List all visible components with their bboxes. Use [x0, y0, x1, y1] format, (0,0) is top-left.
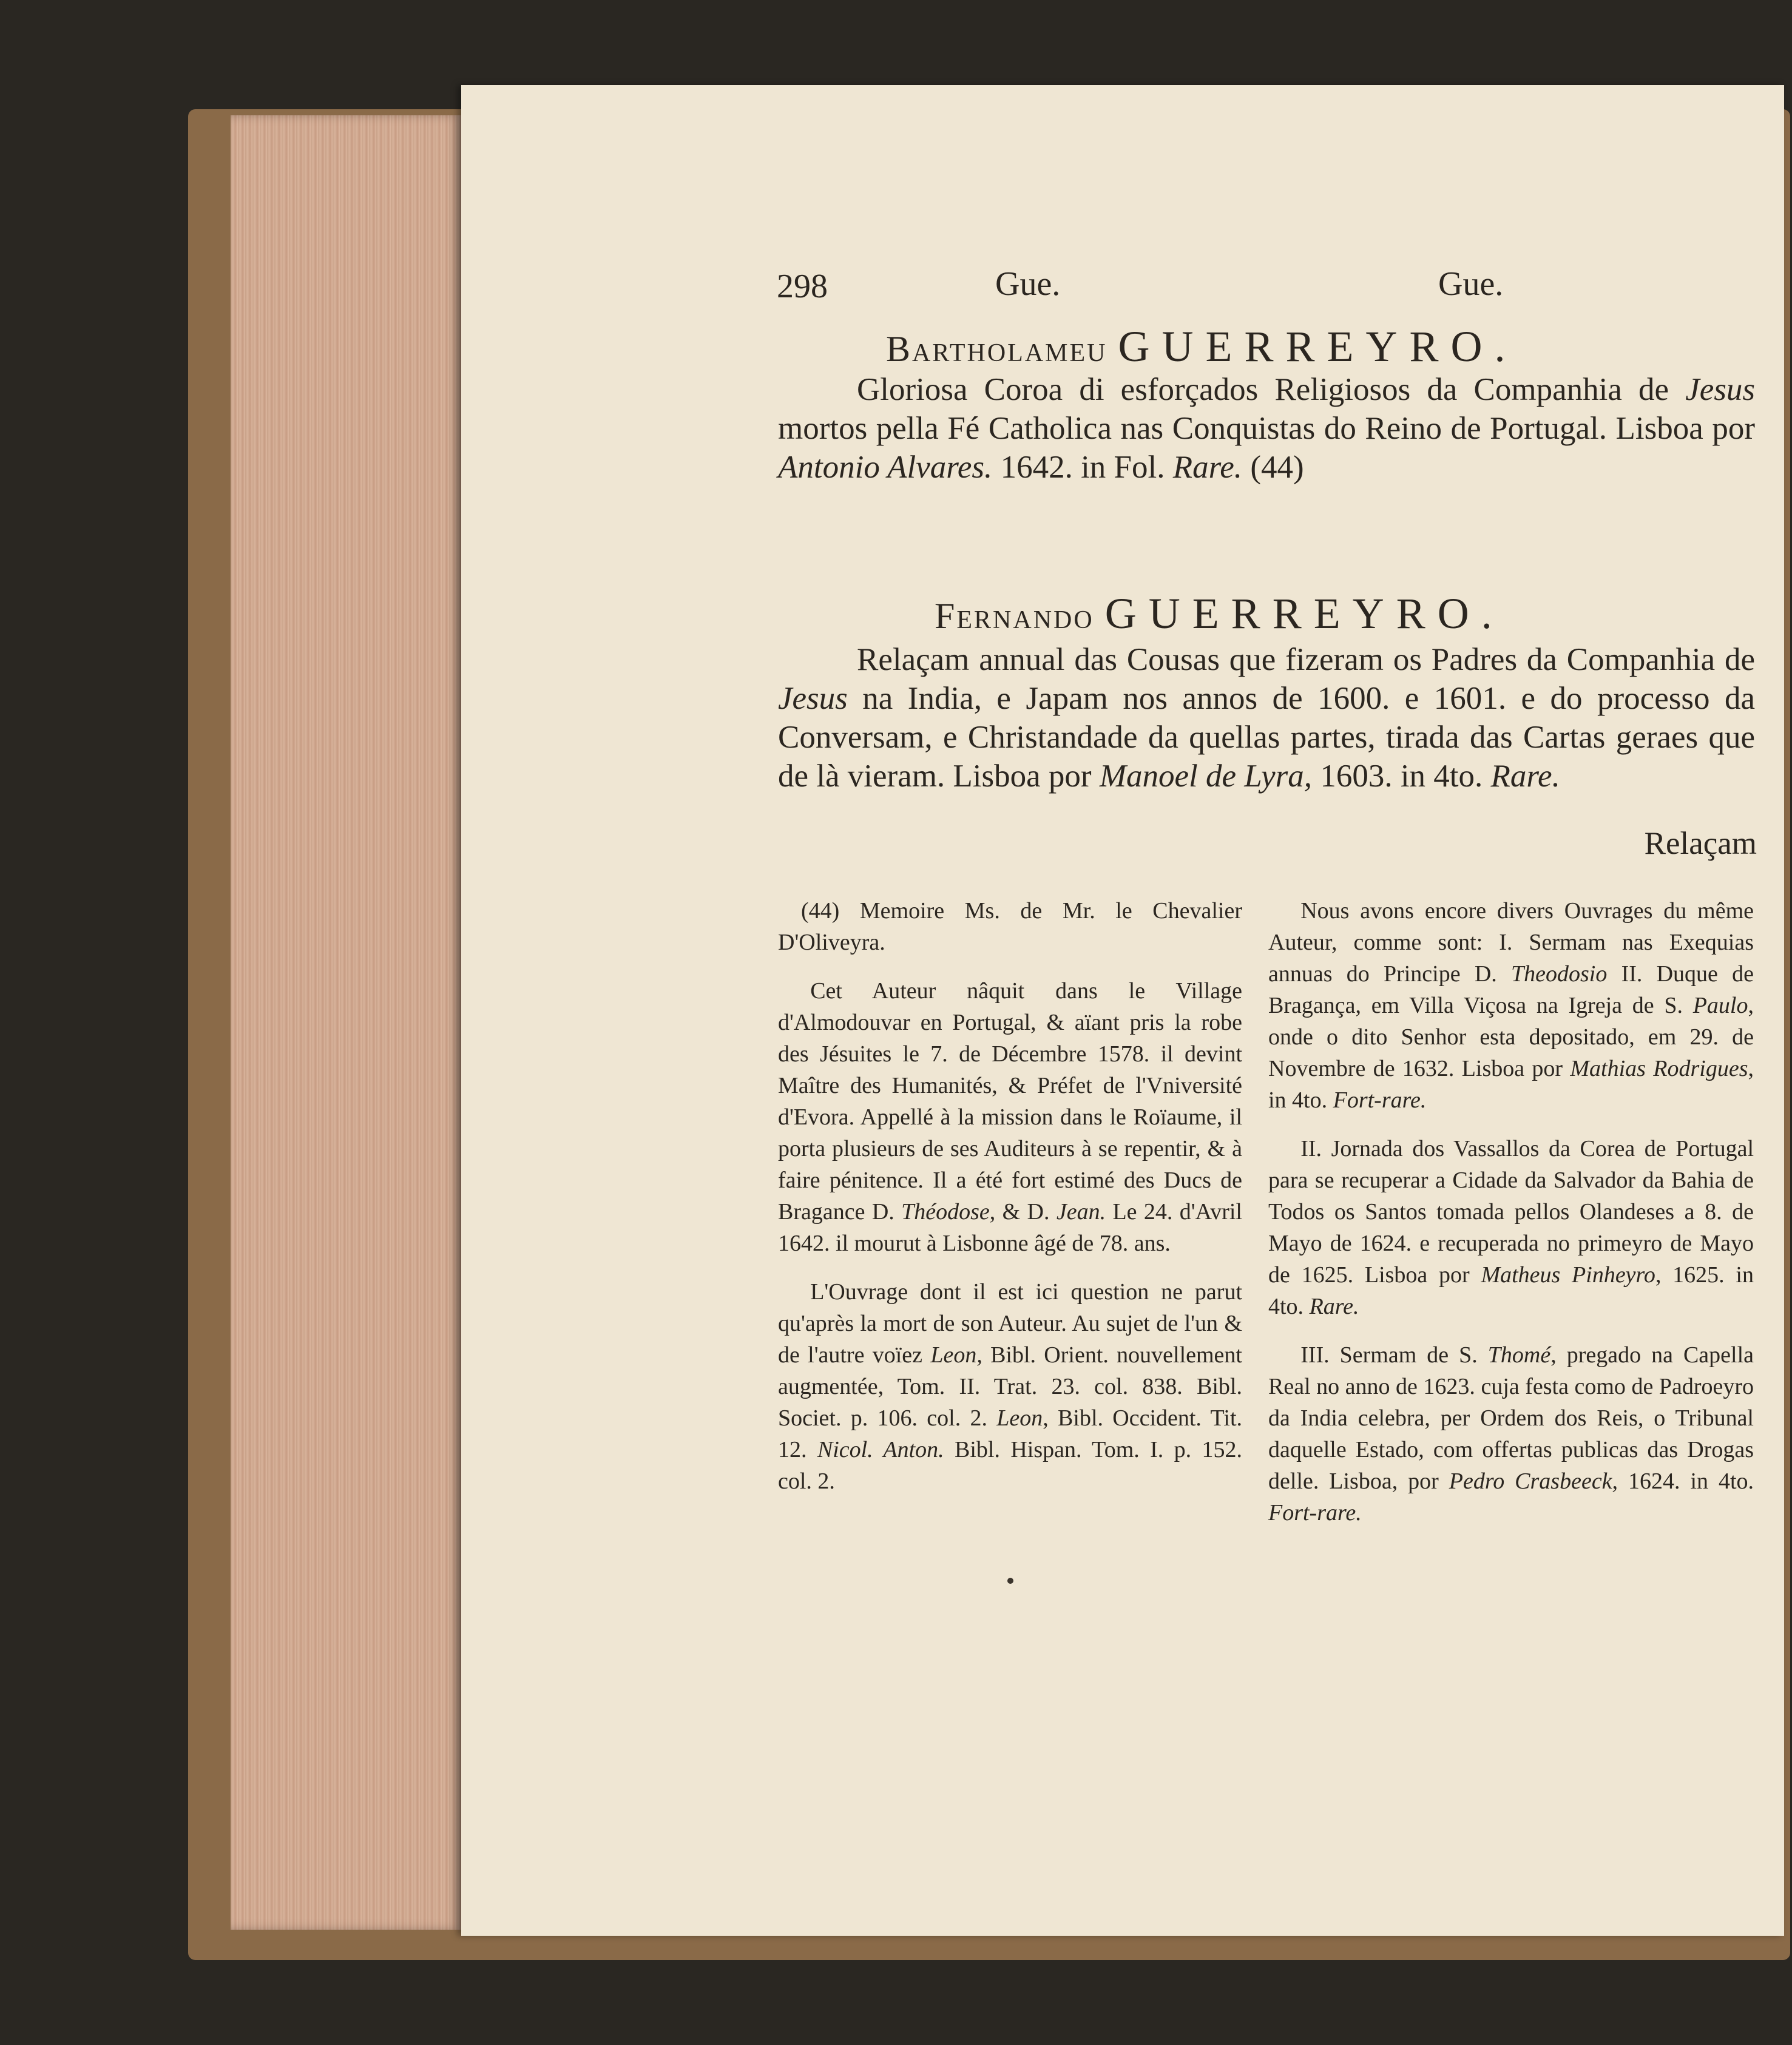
entry2-heading	[935, 589, 1504, 639]
entry2-italic-c: Rare.	[1490, 759, 1560, 794]
entry1-italic-b: Antonio Alvares.	[778, 450, 993, 485]
works3-italic-1: Thomé	[1487, 1342, 1551, 1368]
book-page	[461, 85, 1784, 1936]
works3-italic-2: Pedro Crasbeeck,	[1449, 1469, 1618, 1494]
entry2-text-c: 1603. in 4to.	[1312, 759, 1491, 794]
works-paragraph-1	[1268, 895, 1754, 1116]
works2-text-b: , 1625. in 4to.	[1268, 1262, 1754, 1319]
entry2-italic-b: Manoel de Lyra,	[1099, 759, 1313, 794]
footnote-bio-paragraph	[778, 975, 1242, 1259]
works1-text-b: II. Duque de Bragança, em Villa Viçosa na Igreja de S.	[1268, 961, 1754, 1018]
entry2-italic-a: Jesus	[778, 681, 848, 716]
sources-text-a: L'Ouvrage dont il est ici question ne parut qu'après la mort de son Auteur. Au sujet de l'un & de l'autre voïez	[778, 1279, 1242, 1368]
entry1-note-ref: (44)	[1242, 450, 1304, 485]
works1-italic-1: Theodosio	[1510, 961, 1608, 987]
entry2-first-name: Fernando	[935, 596, 1094, 636]
entry1-body	[778, 370, 1755, 487]
sources-italic-3: Nicol. Anton.	[817, 1437, 944, 1462]
sources-italic-2: Leon	[996, 1405, 1043, 1431]
works1-text-d: , in 4to.	[1268, 1056, 1754, 1113]
works1-italic-3: Mathias Rodrigues	[1570, 1056, 1748, 1081]
sources-text-b: Bibl. Orient. nouvellement augmentée, Tom. II. Trat. 23. col. 838. Bibl. Societ. p. 106. col. 2.	[778, 1342, 1242, 1431]
entry2-text-a: Relaçam annual das Cousas que fizeram os Padres da Companhia de	[857, 642, 1755, 677]
entry1-italic-a: Jesus	[1685, 372, 1755, 407]
entry1-text-a: Gloriosa Coroa di esforçados Religiosos da Companhia de	[857, 372, 1686, 407]
works3-text-b: , pregado na Capella Real no anno de 1623. cuja festa como de Padroeyro da India celebra, per Ordem dos Reis, o Tribunal daquelle Estado, com offertas publicas das Drogas delle. Lisboa, por	[1268, 1342, 1754, 1494]
works2-italic-1: Matheus Pinheyro	[1481, 1262, 1655, 1288]
footnote-ref-paragraph: (44) Memoire Ms. de Mr. le Chevalier D'Oliveyra.	[778, 898, 1242, 955]
footnote-sources-paragraph	[778, 1276, 1242, 1497]
catchword: Relaçam	[1644, 826, 1757, 861]
entry2-body	[778, 640, 1755, 796]
works1-text-a: Nous avons encore divers Ouvrages du même Auteur, comme sont: I. Sermam nas Exequias annuas do Principe D.	[1268, 898, 1754, 987]
footnote-left-column	[778, 895, 1242, 1514]
footnote-right-column	[1268, 895, 1754, 1546]
running-head-right: Gue.	[1438, 265, 1504, 303]
entry1-text-b: mortos pella Fé Catholica nas Conquistas do Reino de Portugal. Lisboa por	[778, 411, 1755, 446]
entry1-heading	[886, 322, 1518, 372]
bio-italic-2: Jean.	[1056, 1199, 1106, 1225]
sources-text-c: , Bibl. Occident. Tit. 12.	[778, 1405, 1243, 1462]
ink-dot	[1007, 1578, 1013, 1584]
entry1-italic-c: Rare.	[1172, 450, 1243, 485]
works-paragraph-2	[1268, 1133, 1754, 1322]
entry2-text-b: na India, e Japam nos annos de 1600. e 1601. e do processo da Conversam, e Christandade da quellas partes, tirada das Cartas geraes que de là vieram. Lisboa por	[778, 681, 1755, 794]
works3-text-c: 1624. in 4to.	[1618, 1469, 1754, 1494]
works3-text-a: III. Sermam de S.	[1300, 1342, 1488, 1368]
entry1-first-name: Bartholameu	[886, 329, 1107, 369]
sources-text-d: Bibl. Hispan. Tom. I. p. 152. col. 2.	[778, 1437, 1242, 1494]
works3-italic-3: Fort-rare.	[1268, 1500, 1362, 1526]
works1-italic-2: Paulo	[1692, 993, 1748, 1018]
entry2-surname: GUERREYRO.	[1104, 589, 1504, 638]
sources-italic-1: Leon,	[930, 1342, 982, 1368]
bio-text-b: , & D.	[989, 1199, 1057, 1225]
page-edges	[231, 115, 461, 1930]
page-number: 298	[777, 268, 828, 305]
entry1-text-c: 1642. in Fol.	[992, 450, 1173, 485]
bio-text-c: Le 24. d'Avril 1642. il mourut à Lisbonne âgé de 78. ans.	[778, 1199, 1242, 1256]
works2-text-a: II. Jornada dos Vassallos da Corea de Portugal para se recuperar a Cidade da Salvador da Bahia de Todos os Santos tomada pellos Olandeses a 8. de Mayo de 1624. e recuperada no primeyro de Mayo de 1625. Lisboa por	[1268, 1136, 1754, 1288]
bio-text-a: Cet Auteur nâquit dans le Village d'Almodouvar en Portugal, & aïant pris la robe des Jésuites le 7. de Décembre 1578. il devint Maître des Humanités, & Préfet de l'Vniversité d'Evora. Appellé à la mission dans le Roïaume, il porta plusieurs de ses Auditeurs à se repentir, & à faire pénitence. Il a été fort estimé des Ducs de Bragance D.	[778, 978, 1242, 1225]
works1-text-c: , onde o dito Senhor esta depositado, em 29. de Novembre de 1632. Lisboa por	[1268, 993, 1754, 1081]
entry1-surname: GUERREYRO.	[1118, 322, 1518, 371]
works2-italic-2: Rare.	[1309, 1294, 1359, 1319]
works-paragraph-3	[1268, 1339, 1754, 1529]
running-head-left: Gue.	[995, 265, 1061, 303]
works1-italic-4: Fort-rare.	[1333, 1087, 1427, 1113]
bio-italic-1: Théodose	[901, 1199, 990, 1225]
